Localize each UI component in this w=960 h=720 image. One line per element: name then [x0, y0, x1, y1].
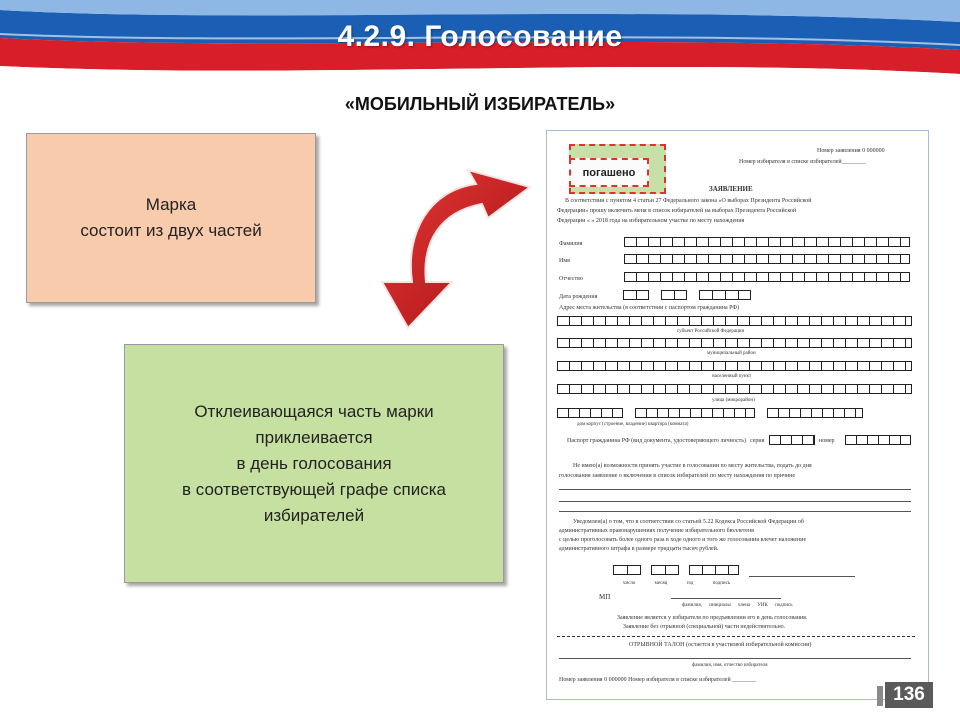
application-form-document — [546, 130, 929, 700]
peel-description-line: приклеивается — [255, 427, 373, 447]
address-sub: субъект Российской Федерации — [677, 329, 745, 334]
patronymic-cells — [624, 272, 910, 282]
flat-cells — [767, 408, 863, 418]
stamp-description-line: состоит из двух частей — [80, 221, 262, 240]
address-sub: населенный пункт — [712, 374, 752, 379]
sign-day-cells — [613, 565, 641, 575]
field-label: Дата рождения — [559, 294, 598, 300]
series-label: серия — [750, 438, 765, 444]
intro-line: Федерации» прошу включить меня в список избирателей на выборах Президента Российской — [557, 208, 797, 214]
notes-line: Заявление является у избирателя по предъявлении его в день голосования. — [617, 615, 808, 621]
page-number-tab — [877, 686, 883, 706]
building-cells — [635, 408, 755, 418]
curved-arrow-icon — [360, 132, 540, 332]
address-cells — [557, 384, 912, 394]
birth-year-cells — [699, 290, 751, 300]
name-cells — [624, 254, 910, 264]
tear-off-line — [559, 658, 911, 659]
number-label: номер — [819, 438, 835, 444]
passport-number-cells — [845, 435, 911, 445]
stamp-description-line: Марка — [145, 195, 197, 214]
reason-line — [559, 501, 911, 502]
footer-line: Номер заявления 0 000000 Номер избирателя в списке избирателей ________ — [559, 677, 757, 683]
reason-line — [559, 511, 911, 512]
cannot-vote-line: Не имею(а) возможности принять участие в голосовании по месту жительства, подать до дня — [573, 463, 812, 469]
form-number: Номер заявления 0 000000 — [817, 148, 885, 154]
notes-line: Заявление без отрывной (специальной) части недействительно. — [623, 624, 786, 630]
tear-off-label: ОТРЫВНОЙ ТАЛОН (остается в участковой избирательной комиссии) — [629, 642, 812, 648]
intro-line: В соответствии с пунктом 4 статьи 27 Федерального закона «О выборах Президента Российской — [565, 198, 812, 204]
notified-line: Уведомлен(а) о том, что в соответствии со статьей 5.22 Кодекса Российской Федерации об — [573, 519, 804, 525]
mp-label: МП — [599, 593, 611, 601]
field-label: Отчество — [559, 276, 583, 282]
notified-line: административных правонарушениях получение избирательного бюллетеня — [559, 528, 754, 534]
peel-description-line: избирателей — [263, 505, 365, 525]
sign-month-cells — [651, 565, 679, 575]
address-cells — [557, 338, 912, 348]
notified-line: с целью проголосовать более одного раза в ходе одного и того же голосования влечет наложение — [559, 537, 807, 543]
address-sub: дом корпус (строение, владение) квартира (комната) — [577, 422, 689, 427]
passport-label: Паспорт гражданина РФ (вид документа, удостоверяющего личность) — [567, 438, 747, 444]
tear-off-sub: фамилия, имя, отчество избирателя — [692, 663, 768, 668]
address-label: Адрес места жительства (в соответствии с паспортом гражданина РФ) — [559, 305, 740, 311]
series-cells — [769, 435, 815, 445]
official-label: фамилия, инициалы члена УИК подпись — [682, 603, 793, 608]
address-cells — [557, 361, 912, 371]
cancelled-stamp: погашено — [569, 158, 649, 187]
birth-month-cells — [661, 290, 687, 300]
field-label: Фамилия — [559, 241, 583, 247]
peel-off-description-box — [124, 344, 504, 583]
stamp-description-box — [26, 133, 316, 303]
official-line — [671, 598, 781, 599]
signature-line — [749, 576, 855, 577]
notified-line: административного штрафа в размере тридцати тысяч рублей. — [559, 546, 719, 552]
date-labels: число месяц год подпись — [623, 581, 731, 586]
peel-description-line: Отклеивающаяся часть марки — [194, 401, 434, 421]
slide-subtitle: «МОБИЛЬНЫЙ ИЗБИРАТЕЛЬ» — [344, 94, 616, 114]
voter-number: Номер избирателя в списке избирателей________ — [739, 159, 866, 165]
reason-line — [559, 489, 911, 490]
cut-line — [557, 636, 915, 637]
house-cells — [557, 408, 623, 418]
page-number: 136 — [885, 682, 933, 708]
address-sub: муниципальный район — [707, 351, 756, 356]
address-cells — [557, 316, 912, 326]
slide-title: 4.2.9. Голосование — [337, 20, 623, 53]
surname-cells — [624, 237, 910, 247]
address-sub: улица (микрорайон) — [712, 398, 755, 403]
birth-day-cells — [623, 290, 649, 300]
form-heading: ЗАЯВЛЕНИЕ — [709, 185, 753, 193]
sign-year-cells — [689, 565, 739, 575]
field-label: Имя — [559, 258, 570, 264]
peel-description-line: в день голосования — [236, 453, 392, 473]
intro-line: Федерации « » 2018 года на избирательном участке по месту нахождения — [557, 218, 745, 224]
cannot-vote-line: голосования заявление о включении в список избирателей по месту нахождения по причине — [559, 473, 796, 479]
peel-description-line: в соответствующей графе списка — [182, 479, 446, 499]
